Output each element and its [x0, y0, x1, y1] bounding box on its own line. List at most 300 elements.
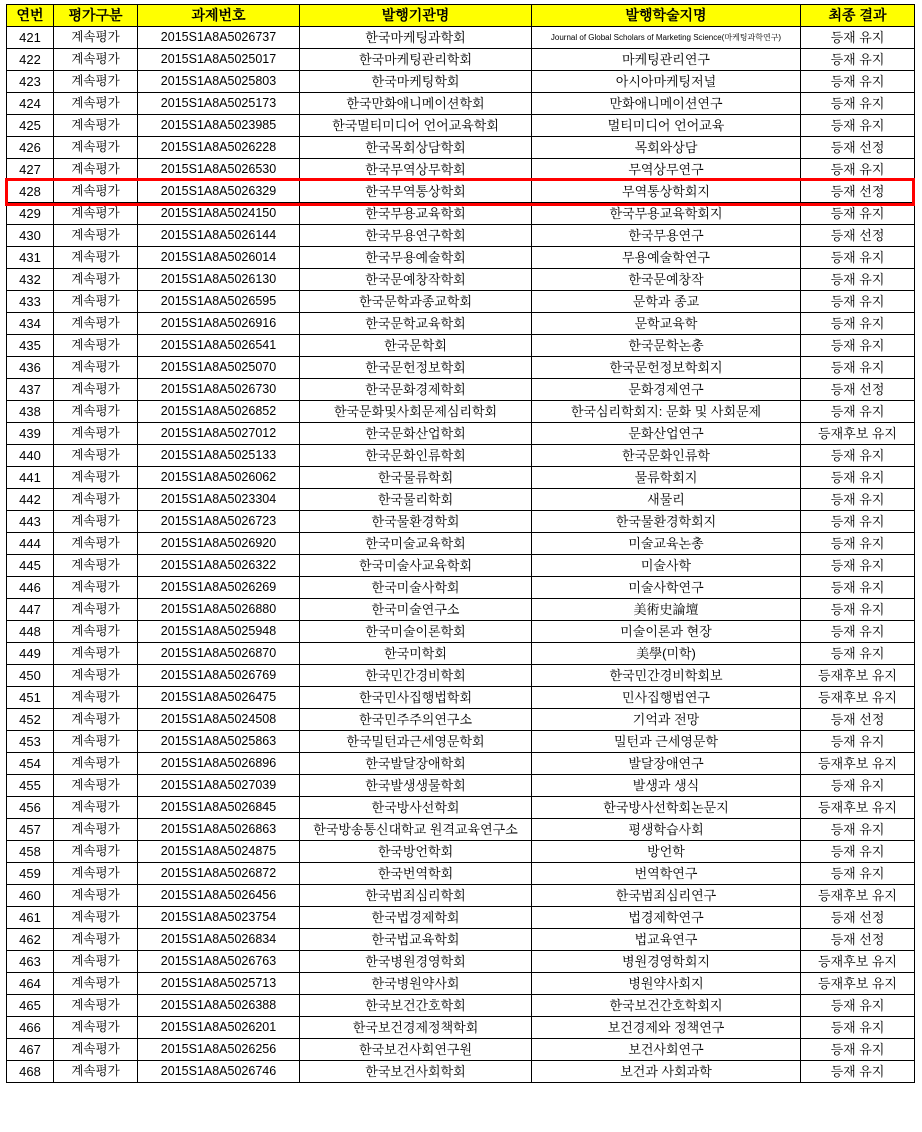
cell-code: 2015S1A8A5026322 [138, 555, 300, 577]
cell-org: 한국보건사회연구원 [300, 1039, 532, 1061]
cell-no: 435 [7, 335, 54, 357]
cell-journal: 미술교육논총 [532, 533, 801, 555]
cell-no: 457 [7, 819, 54, 841]
column-header-no: 연번 [7, 5, 54, 27]
cell-result: 등재후보 유지 [801, 687, 915, 709]
cell-result: 등재 선정 [801, 907, 915, 929]
table-row[interactable] [7, 1039, 915, 1061]
table-row[interactable] [7, 841, 915, 863]
cell-org: 한국민간경비학회 [300, 665, 532, 687]
cell-kind: 계속평가 [54, 357, 138, 379]
cell-no: 445 [7, 555, 54, 577]
header-row [7, 5, 915, 27]
cell-kind: 계속평가 [54, 1017, 138, 1039]
cell-result: 등재 유지 [801, 27, 915, 49]
cell-code: 2015S1A8A5023304 [138, 489, 300, 511]
cell-journal: 마케팅관리연구 [532, 49, 801, 71]
table-row[interactable] [7, 291, 915, 313]
table-row[interactable] [7, 379, 915, 401]
cell-code: 2015S1A8A5024508 [138, 709, 300, 731]
cell-no: 453 [7, 731, 54, 753]
cell-org: 한국미술사교육학회 [300, 555, 532, 577]
cell-org: 한국만화애니메이션학회 [300, 93, 532, 115]
table-row[interactable] [7, 445, 915, 467]
cell-code: 2015S1A8A5026062 [138, 467, 300, 489]
cell-kind: 계속평가 [54, 599, 138, 621]
column-header-kind: 평가구분 [54, 5, 138, 27]
cell-code: 2015S1A8A5025017 [138, 49, 300, 71]
cell-no: 459 [7, 863, 54, 885]
cell-org: 한국무용교육학회 [300, 203, 532, 225]
cell-org: 한국문화경제학회 [300, 379, 532, 401]
table-row[interactable] [7, 621, 915, 643]
cell-journal: 한국범죄심리연구 [532, 885, 801, 907]
cell-no: 431 [7, 247, 54, 269]
cell-journal: 법경제학연구 [532, 907, 801, 929]
cell-no: 449 [7, 643, 54, 665]
cell-kind: 계속평가 [54, 291, 138, 313]
cell-org: 한국무역상무학회 [300, 159, 532, 181]
cell-code: 2015S1A8A5026541 [138, 335, 300, 357]
cell-no: 441 [7, 467, 54, 489]
cell-org: 한국발생생물학회 [300, 775, 532, 797]
cell-org: 한국무역통상학회 [300, 181, 532, 203]
table-row[interactable] [7, 709, 915, 731]
cell-code: 2015S1A8A5024150 [138, 203, 300, 225]
table-row[interactable] [7, 1061, 915, 1083]
cell-no: 462 [7, 929, 54, 951]
cell-kind: 계속평가 [54, 577, 138, 599]
cell-kind: 계속평가 [54, 137, 138, 159]
cell-result: 등재 유지 [801, 995, 915, 1017]
cell-journal: 민사집행법연구 [532, 687, 801, 709]
table-row[interactable] [7, 27, 915, 49]
cell-org: 한국보건경제정책학회 [300, 1017, 532, 1039]
cell-result: 등재 선정 [801, 225, 915, 247]
cell-kind: 계속평가 [54, 181, 138, 203]
journal-evaluation-table [6, 4, 915, 1083]
cell-code: 2015S1A8A5026256 [138, 1039, 300, 1061]
table-row[interactable] [7, 313, 915, 335]
cell-result: 등재후보 유지 [801, 973, 915, 995]
cell-org: 한국마케팅학회 [300, 71, 532, 93]
cell-kind: 계속평가 [54, 27, 138, 49]
cell-journal: 발달장애연구 [532, 753, 801, 775]
cell-code: 2015S1A8A5026329 [138, 181, 300, 203]
cell-result: 등재후보 유지 [801, 797, 915, 819]
cell-code: 2015S1A8A5026595 [138, 291, 300, 313]
cell-journal: 보건사회연구 [532, 1039, 801, 1061]
table-row[interactable] [7, 159, 915, 181]
cell-code: 2015S1A8A5026130 [138, 269, 300, 291]
cell-org: 한국보건사회학회 [300, 1061, 532, 1083]
cell-code: 2015S1A8A5025803 [138, 71, 300, 93]
cell-result: 등재 유지 [801, 775, 915, 797]
cell-journal: 발생과 생식 [532, 775, 801, 797]
cell-kind: 계속평가 [54, 555, 138, 577]
cell-code: 2015S1A8A5026388 [138, 995, 300, 1017]
cell-no: 464 [7, 973, 54, 995]
cell-no: 451 [7, 687, 54, 709]
cell-no: 430 [7, 225, 54, 247]
table-row[interactable] [7, 555, 915, 577]
cell-code: 2015S1A8A5026475 [138, 687, 300, 709]
cell-kind: 계속평가 [54, 621, 138, 643]
cell-code: 2015S1A8A5026763 [138, 951, 300, 973]
cell-kind: 계속평가 [54, 709, 138, 731]
table-row[interactable] [7, 357, 915, 379]
cell-journal: 미술사학 [532, 555, 801, 577]
cell-no: 460 [7, 885, 54, 907]
cell-result: 등재 유지 [801, 313, 915, 335]
cell-kind: 계속평가 [54, 753, 138, 775]
cell-no: 425 [7, 115, 54, 137]
cell-no: 442 [7, 489, 54, 511]
cell-result: 등재 유지 [801, 1061, 915, 1083]
cell-result: 등재 유지 [801, 489, 915, 511]
table-row[interactable] [7, 247, 915, 269]
cell-journal: 美學(미학) [532, 643, 801, 665]
cell-result: 등재 유지 [801, 1017, 915, 1039]
cell-no: 447 [7, 599, 54, 621]
cell-org: 한국물류학회 [300, 467, 532, 489]
cell-journal: 문화산업연구 [532, 423, 801, 445]
table-row[interactable] [7, 951, 915, 973]
cell-no: 432 [7, 269, 54, 291]
cell-no: 450 [7, 665, 54, 687]
cell-result: 등재 유지 [801, 71, 915, 93]
table-row[interactable] [7, 489, 915, 511]
cell-org: 한국번역학회 [300, 863, 532, 885]
cell-no: 468 [7, 1061, 54, 1083]
cell-org: 한국무용예술학회 [300, 247, 532, 269]
cell-org: 한국미술교육학회 [300, 533, 532, 555]
cell-no: 438 [7, 401, 54, 423]
cell-result: 등재 유지 [801, 247, 915, 269]
cell-result: 등재 유지 [801, 599, 915, 621]
table-row[interactable] [7, 731, 915, 753]
cell-no: 422 [7, 49, 54, 71]
table-row[interactable] [7, 335, 915, 357]
table-row[interactable] [7, 995, 915, 1017]
cell-org: 한국병원약사회 [300, 973, 532, 995]
cell-journal: 한국심리학회지: 문화 및 사회문제 [532, 401, 801, 423]
cell-org: 한국문헌정보학회 [300, 357, 532, 379]
cell-kind: 계속평가 [54, 951, 138, 973]
cell-org: 한국민주주의연구소 [300, 709, 532, 731]
table-row[interactable] [7, 533, 915, 555]
cell-kind: 계속평가 [54, 115, 138, 137]
cell-code: 2015S1A8A5026916 [138, 313, 300, 335]
cell-kind: 계속평가 [54, 269, 138, 291]
cell-org: 한국문학과종교학회 [300, 291, 532, 313]
cell-result: 등재후보 유지 [801, 885, 915, 907]
table-row[interactable] [7, 225, 915, 247]
column-header-journal: 발행학술지명 [532, 5, 801, 27]
table-row[interactable] [7, 93, 915, 115]
cell-code: 2015S1A8A5027012 [138, 423, 300, 445]
cell-journal: 번역학연구 [532, 863, 801, 885]
column-header-code: 과제번호 [138, 5, 300, 27]
cell-kind: 계속평가 [54, 665, 138, 687]
cell-code: 2015S1A8A5025948 [138, 621, 300, 643]
table-row[interactable] [7, 885, 915, 907]
cell-code: 2015S1A8A5026769 [138, 665, 300, 687]
cell-result: 등재 유지 [801, 115, 915, 137]
cell-result: 등재 유지 [801, 555, 915, 577]
cell-result: 등재 선정 [801, 137, 915, 159]
cell-kind: 계속평가 [54, 467, 138, 489]
cell-kind: 계속평가 [54, 841, 138, 863]
cell-org: 한국법경제학회 [300, 907, 532, 929]
cell-result: 등재후보 유지 [801, 665, 915, 687]
cell-no: 444 [7, 533, 54, 555]
cell-kind: 계속평가 [54, 159, 138, 181]
cell-journal: 만화애니메이션연구 [532, 93, 801, 115]
cell-org: 한국발달장애학회 [300, 753, 532, 775]
cell-code: 2015S1A8A5027039 [138, 775, 300, 797]
table-row[interactable] [7, 753, 915, 775]
cell-code: 2015S1A8A5026530 [138, 159, 300, 181]
cell-kind: 계속평가 [54, 643, 138, 665]
table-row[interactable] [7, 863, 915, 885]
cell-journal: 한국문화인류학 [532, 445, 801, 467]
cell-kind: 계속평가 [54, 445, 138, 467]
cell-no: 427 [7, 159, 54, 181]
table-row[interactable] [7, 687, 915, 709]
cell-org: 한국방송통신대학교 원격교육연구소 [300, 819, 532, 841]
cell-code: 2015S1A8A5026880 [138, 599, 300, 621]
cell-journal: 병원약사회지 [532, 973, 801, 995]
table-row[interactable] [7, 137, 915, 159]
cell-org: 한국방사선학회 [300, 797, 532, 819]
cell-code: 2015S1A8A5026746 [138, 1061, 300, 1083]
cell-no: 456 [7, 797, 54, 819]
cell-no: 439 [7, 423, 54, 445]
cell-result: 등재 유지 [801, 511, 915, 533]
cell-journal: 한국무용연구 [532, 225, 801, 247]
cell-org: 한국범죄심리학회 [300, 885, 532, 907]
cell-org: 한국문학교육학회 [300, 313, 532, 335]
cell-org: 한국민사집행법학회 [300, 687, 532, 709]
table-row[interactable] [7, 269, 915, 291]
cell-org: 한국마케팅관리학회 [300, 49, 532, 71]
cell-no: 452 [7, 709, 54, 731]
cell-kind: 계속평가 [54, 93, 138, 115]
cell-no: 443 [7, 511, 54, 533]
cell-org: 한국미학회 [300, 643, 532, 665]
cell-journal: 밀턴과 근세영문학 [532, 731, 801, 753]
cell-no: 466 [7, 1017, 54, 1039]
cell-code: 2015S1A8A5023754 [138, 907, 300, 929]
cell-result: 등재 유지 [801, 445, 915, 467]
cell-code: 2015S1A8A5026834 [138, 929, 300, 951]
table-row[interactable] [7, 973, 915, 995]
cell-no: 455 [7, 775, 54, 797]
cell-result: 등재 유지 [801, 621, 915, 643]
cell-kind: 계속평가 [54, 71, 138, 93]
cell-kind: 계속평가 [54, 313, 138, 335]
cell-journal: 한국물환경학회지 [532, 511, 801, 533]
cell-kind: 계속평가 [54, 1061, 138, 1083]
table-row[interactable] [7, 819, 915, 841]
cell-kind: 계속평가 [54, 687, 138, 709]
cell-org: 한국문화인류학회 [300, 445, 532, 467]
table-row[interactable] [7, 797, 915, 819]
cell-result: 등재 유지 [801, 159, 915, 181]
table-header [7, 5, 915, 27]
cell-journal: 한국무용교육학회지 [532, 203, 801, 225]
cell-code: 2015S1A8A5025863 [138, 731, 300, 753]
cell-no: 428 [7, 181, 54, 203]
cell-result: 등재 유지 [801, 49, 915, 71]
cell-code: 2015S1A8A5026870 [138, 643, 300, 665]
cell-result: 등재 유지 [801, 731, 915, 753]
cell-journal: 한국보건간호학회지 [532, 995, 801, 1017]
cell-kind: 계속평가 [54, 203, 138, 225]
cell-org: 한국무용연구학회 [300, 225, 532, 247]
table-row[interactable] [7, 775, 915, 797]
table-row[interactable] [7, 577, 915, 599]
cell-org: 한국법교육학회 [300, 929, 532, 951]
cell-kind: 계속평가 [54, 775, 138, 797]
cell-journal: 보건경제와 정책연구 [532, 1017, 801, 1039]
cell-code: 2015S1A8A5026201 [138, 1017, 300, 1039]
cell-no: 437 [7, 379, 54, 401]
cell-result: 등재 유지 [801, 1039, 915, 1061]
cell-no: 426 [7, 137, 54, 159]
table-body [7, 27, 915, 1083]
cell-no: 467 [7, 1039, 54, 1061]
cell-no: 454 [7, 753, 54, 775]
cell-kind: 계속평가 [54, 973, 138, 995]
cell-result: 등재후보 유지 [801, 423, 915, 445]
cell-org: 한국목회상담학회 [300, 137, 532, 159]
cell-result: 등재 유지 [801, 643, 915, 665]
cell-no: 434 [7, 313, 54, 335]
cell-result: 등재 유지 [801, 533, 915, 555]
cell-org: 한국미술연구소 [300, 599, 532, 621]
cell-code: 2015S1A8A5026845 [138, 797, 300, 819]
cell-no: 424 [7, 93, 54, 115]
cell-org: 한국밀턴과근세영문학회 [300, 731, 532, 753]
cell-journal: 한국문학논총 [532, 335, 801, 357]
cell-org: 한국병원경영학회 [300, 951, 532, 973]
cell-journal: 한국문헌정보학회지 [532, 357, 801, 379]
cell-kind: 계속평가 [54, 533, 138, 555]
table-row[interactable] [7, 401, 915, 423]
cell-code: 2015S1A8A5026852 [138, 401, 300, 423]
cell-result: 등재 유지 [801, 93, 915, 115]
cell-no: 440 [7, 445, 54, 467]
cell-no: 448 [7, 621, 54, 643]
cell-kind: 계속평가 [54, 49, 138, 71]
cell-kind: 계속평가 [54, 401, 138, 423]
cell-result: 등재 유지 [801, 291, 915, 313]
cell-result: 등재 유지 [801, 819, 915, 841]
cell-code: 2015S1A8A5026863 [138, 819, 300, 841]
cell-journal: 아시아마케팅저널 [532, 71, 801, 93]
table-row[interactable] [7, 181, 915, 203]
cell-org: 한국문화산업학회 [300, 423, 532, 445]
cell-org: 한국보건간호학회 [300, 995, 532, 1017]
cell-result: 등재 선정 [801, 929, 915, 951]
cell-code: 2015S1A8A5026228 [138, 137, 300, 159]
table-row[interactable] [7, 1017, 915, 1039]
cell-kind: 계속평가 [54, 335, 138, 357]
cell-kind: 계속평가 [54, 1039, 138, 1061]
cell-journal: 문학교육학 [532, 313, 801, 335]
cell-code: 2015S1A8A5026456 [138, 885, 300, 907]
cell-result: 등재 유지 [801, 203, 915, 225]
cell-result: 등재 선정 [801, 181, 915, 203]
cell-code: 2015S1A8A5024875 [138, 841, 300, 863]
cell-journal: 법교육연구 [532, 929, 801, 951]
table-row[interactable] [7, 929, 915, 951]
cell-result: 등재 유지 [801, 357, 915, 379]
table-row[interactable] [7, 49, 915, 71]
cell-kind: 계속평가 [54, 489, 138, 511]
cell-kind: 계속평가 [54, 247, 138, 269]
table-row[interactable] [7, 643, 915, 665]
table-row[interactable] [7, 115, 915, 137]
cell-kind: 계속평가 [54, 797, 138, 819]
table-row[interactable] [7, 423, 915, 445]
cell-org: 한국문예창작학회 [300, 269, 532, 291]
cell-kind: 계속평가 [54, 423, 138, 445]
cell-kind: 계속평가 [54, 929, 138, 951]
table-row[interactable] [7, 665, 915, 687]
cell-journal: 새물리 [532, 489, 801, 511]
cell-code: 2015S1A8A5026730 [138, 379, 300, 401]
cell-journal: 미술이론과 현장 [532, 621, 801, 643]
cell-journal: 문학과 종교 [532, 291, 801, 313]
cell-journal: 한국문예창작 [532, 269, 801, 291]
cell-kind: 계속평가 [54, 995, 138, 1017]
table-row[interactable] [7, 511, 915, 533]
cell-org: 한국미술사학회 [300, 577, 532, 599]
cell-result: 등재 유지 [801, 577, 915, 599]
cell-code: 2015S1A8A5026896 [138, 753, 300, 775]
cell-result: 등재 유지 [801, 269, 915, 291]
cell-journal: 문화경제연구 [532, 379, 801, 401]
cell-code: 2015S1A8A5025173 [138, 93, 300, 115]
cell-org: 한국물환경학회 [300, 511, 532, 533]
cell-code: 2015S1A8A5026920 [138, 533, 300, 555]
cell-journal: 미술사학연구 [532, 577, 801, 599]
cell-org: 한국문화및사회문제심리학회 [300, 401, 532, 423]
cell-journal: 멀티미디어 언어교육 [532, 115, 801, 137]
cell-no: 465 [7, 995, 54, 1017]
cell-kind: 계속평가 [54, 731, 138, 753]
cell-no: 421 [7, 27, 54, 49]
cell-journal: 무역상무연구 [532, 159, 801, 181]
table-row[interactable] [7, 907, 915, 929]
cell-code: 2015S1A8A5026737 [138, 27, 300, 49]
cell-no: 423 [7, 71, 54, 93]
cell-code: 2015S1A8A5026269 [138, 577, 300, 599]
cell-org: 한국물리학회 [300, 489, 532, 511]
table-row[interactable] [7, 467, 915, 489]
table-row[interactable] [7, 71, 915, 93]
cell-journal: 평생학습사회 [532, 819, 801, 841]
table-row[interactable] [7, 203, 915, 225]
cell-journal: 병원경영학회지 [532, 951, 801, 973]
table-row[interactable] [7, 599, 915, 621]
cell-code: 2015S1A8A5026723 [138, 511, 300, 533]
cell-org: 한국멀티미디어 언어교육학회 [300, 115, 532, 137]
cell-org: 한국문학회 [300, 335, 532, 357]
